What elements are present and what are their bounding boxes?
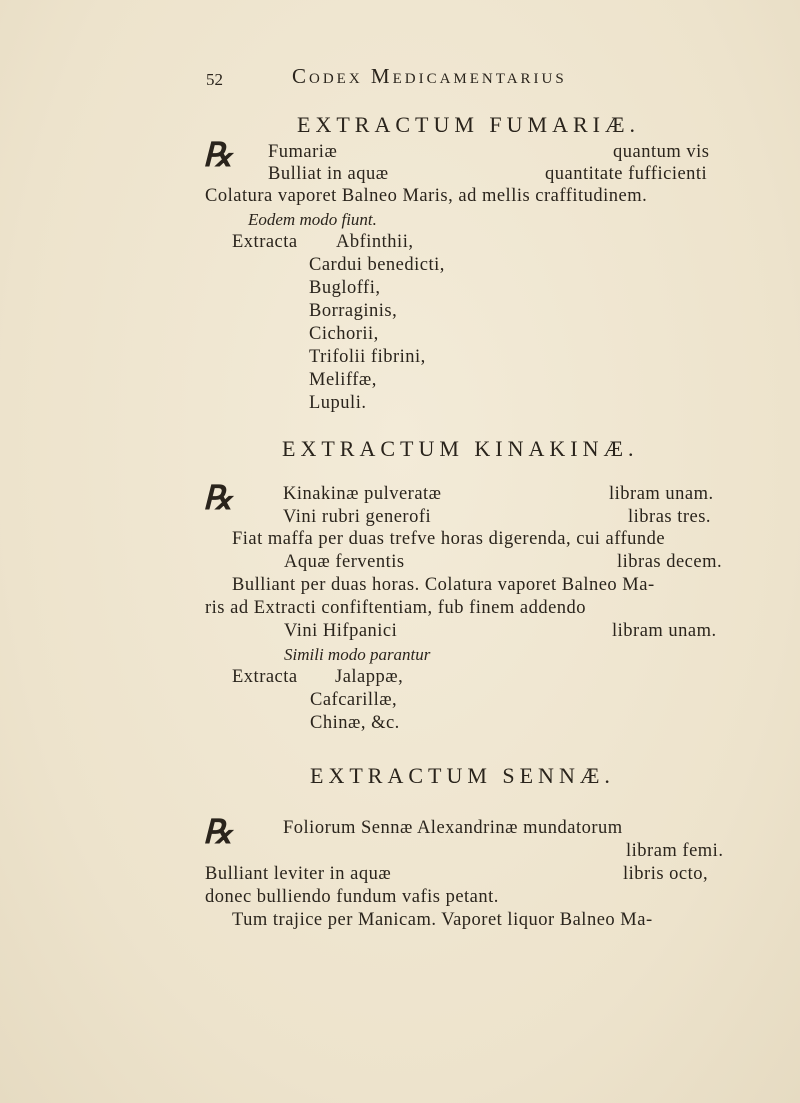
ingredient-name: Vini rubri generofi: [283, 507, 432, 527]
italic-note: Simili modo parantur: [284, 645, 431, 664]
ingredient-quantity: libram unam.: [612, 621, 717, 641]
ingredient-name: Aquæ ferventis: [284, 552, 405, 572]
list-item: Meliffæ,: [309, 370, 377, 390]
text-line: Colatura vaporet Balneo Maris, ad mellis craffitudinem.: [205, 186, 648, 206]
ingredient-name: Kinakinæ pulveratæ: [283, 484, 442, 504]
recipe-symbol: ℞: [203, 138, 230, 174]
text-line: Bulliat in aquæ: [268, 164, 389, 184]
text-line: Bulliant per duas horas. Colatura vaporet Balneo Ma-: [232, 575, 655, 595]
text-line: donec bulliendo fundum vafis petant.: [205, 887, 499, 907]
ingredient-quantity: libram femi.: [626, 841, 724, 861]
text-line: ris ad Extracti confiftentiam, fub finem addendo: [205, 598, 587, 618]
list-item: Abfinthii,: [336, 232, 414, 252]
italic-note: Eodem modo fiunt.: [248, 210, 377, 229]
section-title-sennae: EXTRACTUM SENNÆ.: [310, 763, 615, 788]
list-item: Borraginis,: [309, 301, 398, 321]
list-item: Cardui benedicti,: [309, 255, 445, 275]
ingredient-quantity: quantum vis: [613, 142, 710, 162]
ingredient-quantity: libras decem.: [617, 552, 723, 572]
text-line: Bulliant leviter in aquæ: [205, 864, 392, 884]
recipe-symbol: ℞: [203, 481, 230, 517]
ingredient-name: Vini Hifpanici: [284, 621, 398, 641]
running-title: Codex Medicamentarius: [292, 64, 567, 88]
list-heading: Extracta: [232, 667, 298, 687]
list-item: Cichorii,: [309, 324, 379, 344]
list-item: Jalappæ,: [335, 667, 404, 687]
text-line-right: quantitate fufficienti: [545, 164, 708, 184]
list-item: Bugloffi,: [309, 278, 381, 298]
list-heading: Extracta: [232, 232, 298, 252]
recipe-symbol: ℞: [203, 815, 230, 851]
page-number: 52: [206, 70, 223, 89]
list-item: Lupuli.: [309, 393, 367, 413]
section-title-fumariae: EXTRACTUM FUMARIÆ.: [297, 112, 641, 137]
text-line: Fiat maffa per duas trefve horas digerenda, cui affunde: [232, 529, 666, 549]
ingredient-name: Foliorum Sennæ Alexandrinæ mundatorum: [283, 818, 623, 838]
ingredient-quantity: libris octo,: [623, 864, 709, 884]
ingredient-name: Fumariæ: [268, 142, 338, 162]
list-item: Chinæ, &c.: [310, 713, 400, 733]
list-item: Cafcarillæ,: [310, 690, 398, 710]
ingredient-quantity: libram unam.: [609, 484, 714, 504]
section-title-kinakinae: EXTRACTUM KINAKINÆ.: [282, 436, 639, 461]
text-line: Tum trajice per Manicam. Vaporet liquor Balneo Ma-: [232, 910, 653, 930]
ingredient-quantity: libras tres.: [628, 507, 712, 527]
list-item: Trifolii fibrini,: [309, 347, 426, 367]
